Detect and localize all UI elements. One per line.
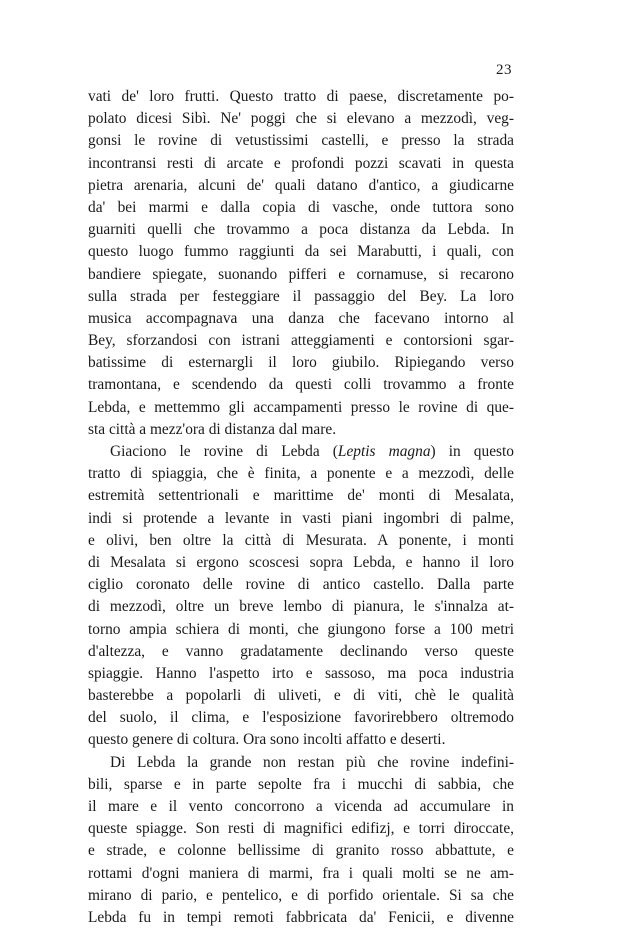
text-fragment: Giaciono le rovine di Lebda (: [110, 443, 338, 460]
text-line: musica accompagnava una danza che facevano intorno al: [88, 309, 514, 327]
text-line: indi si protende a levante in vasti piani ingombri di palme,: [88, 509, 514, 527]
body-text: [88, 86, 514, 929]
text-line: ciglio coronato delle rovine di antico castello. Dalla parte: [88, 576, 514, 594]
text-line: basterebbe a popolarli di uliveti, e di viti, chè le qualità: [88, 687, 514, 705]
text-line: Bey, sforzandosi con istrani atteggiamenti e contorsioni sgar-: [88, 332, 514, 350]
text-line: il mare e il vento concorrono a vicenda ad accumulare in: [88, 798, 514, 815]
text-line: e olivi, ben oltre la città di Mesurata. A ponente, i monti: [88, 531, 514, 549]
text-line: tramontana, e scendendo da questi colli trovammo a fronte: [88, 376, 514, 394]
text-line: rottami d'ogni maniera di marmi, fra i quali molti se ne am-: [88, 864, 514, 882]
text-line: di Mesalata si ergono scoscesi sopra Lebda, e hanno il loro: [88, 553, 514, 571]
text-line: torno ampia schiera di monti, che giungono forse a 100 metri: [88, 620, 514, 638]
text-line: mirano di pario, e pentelico, e di porfido orientale. Si sa che: [88, 886, 514, 904]
text-line: Lebda fu in tempi remoti fabbricata da' Fenicii, e divenne: [88, 908, 514, 926]
text-line: guarniti quelli che trovammo a poca distanza da Lebda. In: [88, 221, 514, 239]
text-line: tratto di spiaggia, che è finita, a ponente e a mezzodì, delle: [88, 465, 514, 483]
text-line: polato dicesi Sibì. Ne' poggi che si elevano a mezzodì, veg-: [88, 110, 514, 128]
text-line: queste spiagge. Son resti di magnifici edifizj, e torri diroccate,: [88, 820, 514, 838]
paragraph-end-line: questo genere di coltura. Ora sono incolti affatto e deserti.: [88, 731, 446, 749]
text-line: e strade, e colonne bellissime di granito rosso abbattute, e: [88, 842, 514, 860]
text-line: bandiere spiegate, suonando pifferi e cornamuse, si recarono: [88, 265, 514, 283]
text-line: bili, sparse e in parte sepolte fra i mucchi di sabbia, che: [88, 775, 514, 793]
text-line: vati de' loro frutti. Questo tratto di paese, discretamente po-: [88, 88, 514, 105]
text-line: questo luogo fummo raggiunti da sei Marabutti, i quali, con: [88, 243, 514, 261]
text-line: Lebda, e mettemmo gli accampamenti presso le rovine di que-: [88, 398, 514, 416]
text-line: incontransi resti di arcate e profondi pozzi scavati in questa: [88, 154, 514, 172]
text-line: estremità settentrionali e marittime de' monti di Mesalata,: [88, 487, 514, 505]
text-line: del suolo, il clima, e l'esposizione favorirebbero oltremodo: [88, 709, 514, 727]
page-number: 23: [496, 62, 512, 78]
text-line: spiaggie. Hanno l'aspetto irto e sassoso, ma poca industria: [88, 664, 514, 682]
text-fragment: ) in questo: [430, 443, 514, 460]
text-line: di mezzodì, oltre un breve lembo di pianura, le s'innalza at-: [88, 598, 514, 616]
text-line: d'altezza, e vanno gradatamente declinando verso queste: [88, 642, 514, 660]
text-line: gonsi le rovine di vetustissimi castelli, e presso la strada: [88, 132, 514, 150]
paragraph-end-line: sta città a mezz'ora di distanza dal mare.: [88, 420, 337, 438]
text-line: sulla strada per festeggiare il passaggio del Bey. La loro: [88, 287, 514, 305]
italic-latin-name: Leptis magna: [337, 443, 431, 460]
text-line: batissime di esternargli il loro giubilo. Ripiegando verso: [88, 354, 514, 372]
text-line: pietra arenaria, alcuni de' quali datano d'antico, a giudicarne: [88, 176, 514, 194]
paragraph-start-line: Di Lebda la grande non restan più che rovine indefini-: [110, 753, 514, 771]
text-line: da' bei marmi e dalla copia di vasche, onde tuttora sono: [88, 198, 514, 216]
paragraph-start-line: [88, 441, 514, 463]
